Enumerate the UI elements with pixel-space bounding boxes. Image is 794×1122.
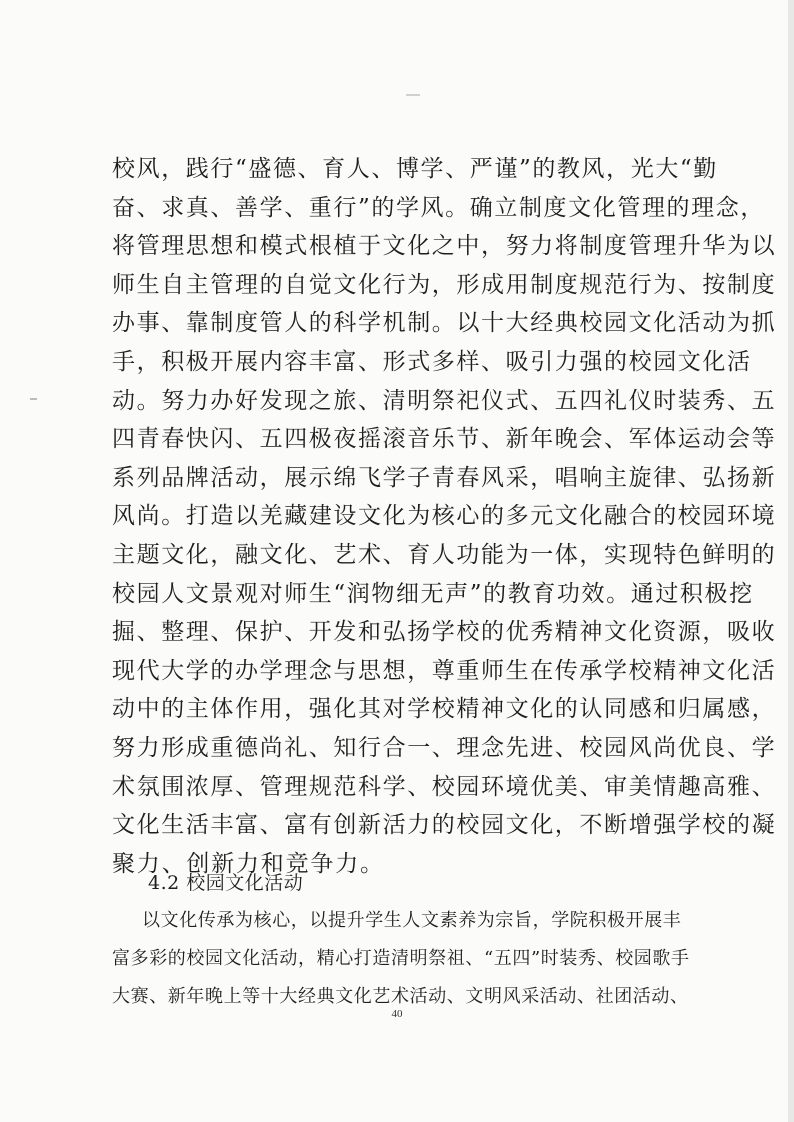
scan-artifact-top (406, 94, 420, 96)
body-line: 现代大学的办学理念与思想，尊重师生在传承学校精神文化活 (112, 657, 777, 684)
body-line: 动中的主体作用，强化其对学校精神文化的认同感和归属感， (112, 696, 777, 723)
body-line: 校风，践行“盛德、育人、博学、严谨”的教风，光大“勤 (112, 156, 718, 182)
page-number: 40 (391, 1008, 403, 1020)
body-line: 术氛围浓厚、管理规范科学、校园环境优美、审美情趣高雅、 (112, 773, 777, 800)
section-line: 富多彩的校园文化活动，精心打造清明祭祖、“五四”时装秀、校园歌手 (112, 948, 690, 969)
section-heading: 4.2 校园文化活动 (148, 872, 304, 894)
body-line: 系列品牌活动，展示绵飞学子青春风采，唱响主旋律、弘扬新 (112, 464, 777, 491)
body-line: 努力形成重德尚礼、知行合一、理念先进、校园风尚优良、学 (112, 734, 777, 761)
body-line: 聚力、创新力和竞争力。 (112, 850, 385, 877)
section-line: 以文化传承为核心，以提升学生人文素养为宗旨，学院积极开展丰 (142, 910, 682, 931)
body-line: 主题文化，融文化、艺术、育人功能为一体，实现特色鲜明的 (112, 541, 777, 568)
body-line: 掘、整理、保护、开发和弘扬学校的优秀精神文化资源，吸收 (112, 619, 777, 646)
body-line: 文化生活丰富、富有创新活力的校园文化，不断增强学校的凝 (112, 812, 777, 839)
body-line: 四青春快闪、五四极夜摇滚音乐节、新年晚会、军体运动会等 (112, 426, 777, 453)
section-line: 大赛、新年晚上等十大经典文化艺术活动、文明风采活动、社团活动、 (112, 986, 689, 1007)
body-line: 办事、靠制度管人的科学机制。以十大经典校园文化活动为抓 (112, 310, 777, 337)
body-line: 校园人文景观对师生“润物细无声”的教育功效。通过积极挖 (112, 580, 754, 607)
body-line: 风尚。打造以羌藏建设文化为核心的多元文化融合的校园环境 (112, 503, 777, 530)
body-paragraph (92, 150, 777, 883)
body-line: 动。努力办好发现之旅、清明祭祀仪式、五四礼仪时装秀、五 (112, 387, 777, 414)
body-line: 师生自主管理的自觉文化行为，形成用制度规范行为、按制度 (112, 271, 777, 298)
body-line: 手，积极开展内容丰富、形式多样、吸引力强的校园文化活 (112, 348, 752, 375)
section-paragraph (112, 902, 712, 1016)
body-line: 奋、求真、善学、重行”的学风。确立制度文化管理的理念， (112, 194, 765, 221)
scan-artifact-left (30, 398, 37, 400)
body-line: 将管理思想和模式根植于文化之中，努力将制度管理升华为以 (112, 233, 777, 260)
